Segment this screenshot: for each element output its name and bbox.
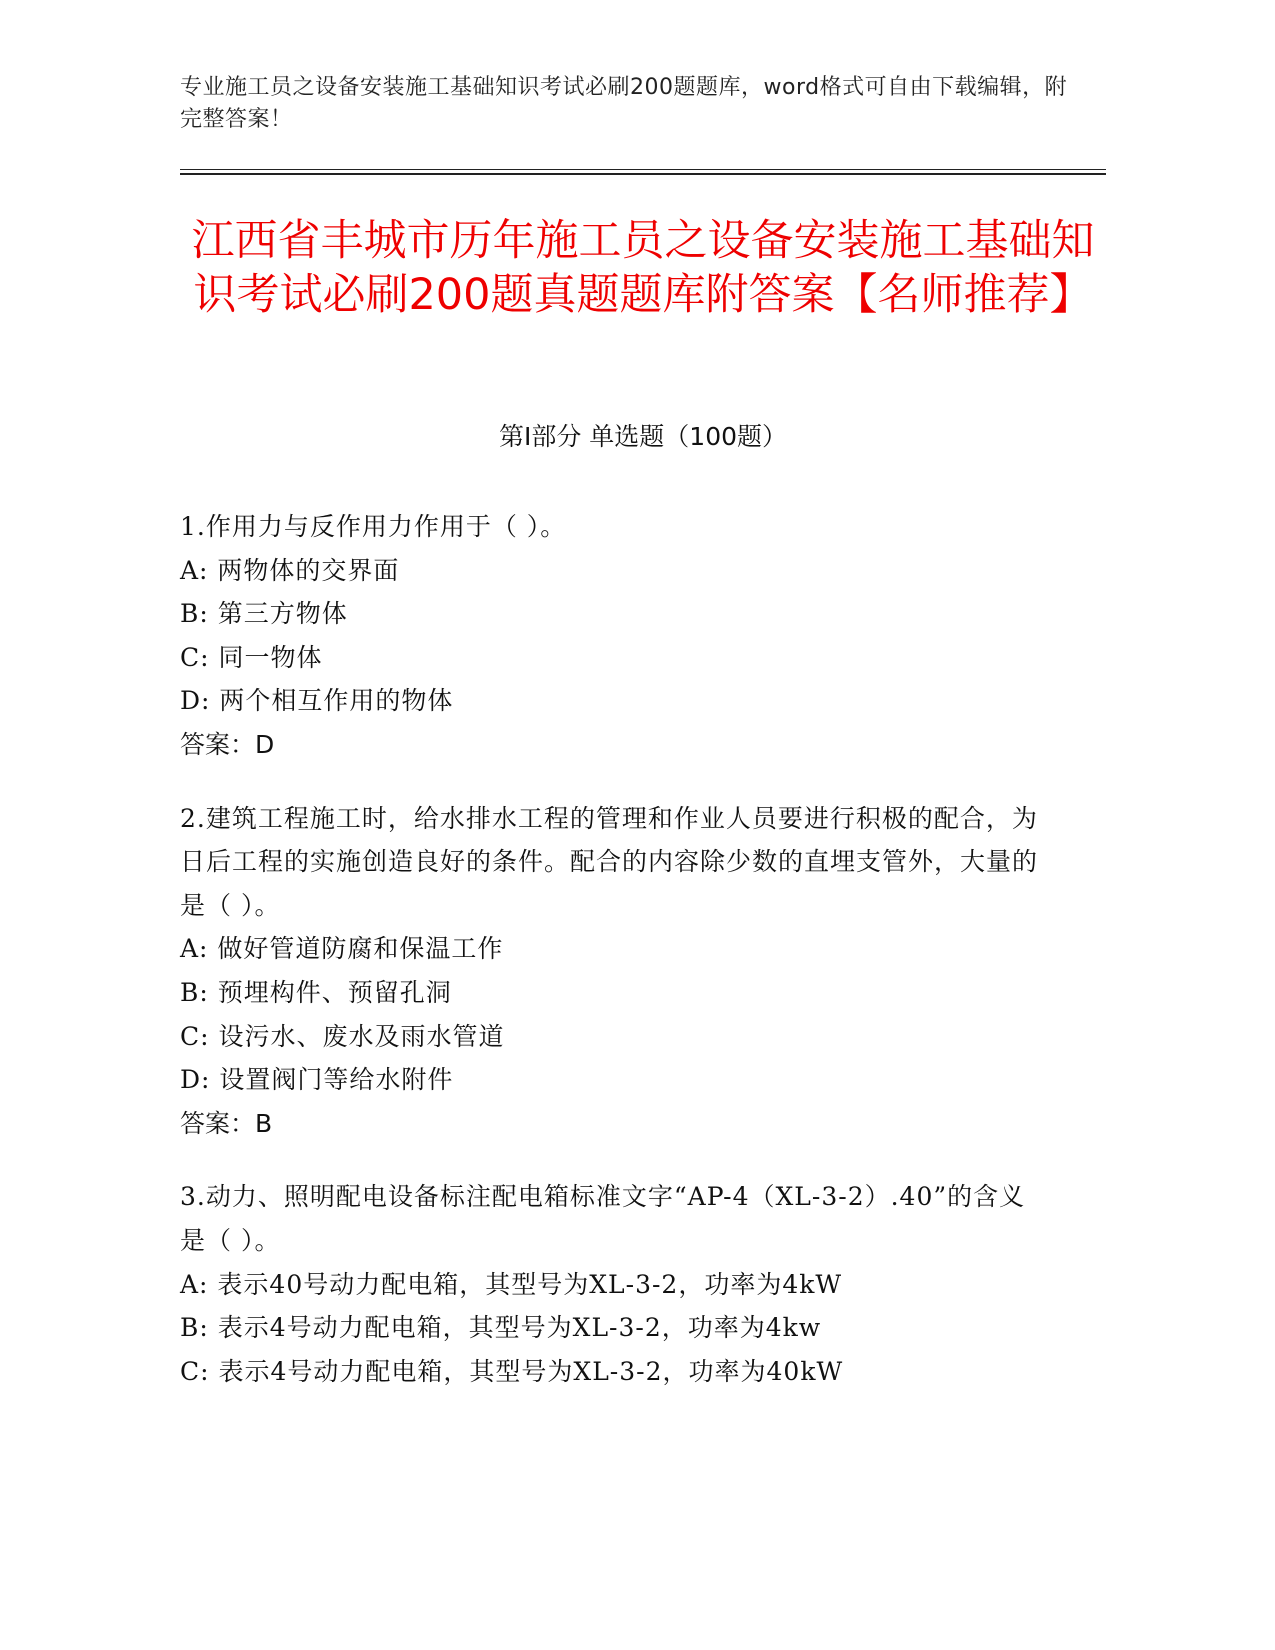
question-item bbox=[180, 1175, 1040, 1393]
question-item bbox=[180, 505, 1040, 767]
header-note: 专业施工员之设备安装施工基础知识考试必刷200题题库，word格式可自由下载编辑，附完整答案！ bbox=[180, 75, 1068, 132]
section-heading: 第I部分 单选题（100题） bbox=[498, 422, 788, 451]
option-d: D: 两个相互作用的物体 bbox=[180, 686, 454, 716]
option-d: D: 设置阀门等给水附件 bbox=[180, 1065, 454, 1095]
option-c: C: 设污水、废水及雨水管道 bbox=[180, 1021, 505, 1051]
option-a: A: 表示40号动力配电箱，其型号为XL-3-2，功率为4kW bbox=[180, 1269, 843, 1299]
option-a: A: 做好管道防腐和保温工作 bbox=[180, 934, 504, 964]
answer-line: 答案：B bbox=[180, 1108, 273, 1138]
option-c: C: 表示4号动力配电箱，其型号为XL-3-2，功率为40kW bbox=[180, 1356, 844, 1386]
answer-line: 答案：D bbox=[180, 729, 275, 759]
option-b: B: 预埋构件、预留孔洞 bbox=[180, 977, 452, 1007]
option-b: B: 第三方物体 bbox=[180, 599, 348, 629]
question-stem: 2.建筑工程施工时，给水排水工程的管理和作业人员要进行积极的配合，为日后工程的实施创造良好的条件。配合的内容除少数的直埋支管外，大量的是（ ）。 bbox=[180, 803, 1039, 920]
question-stem: 1.作用力与反作用力作用于（ ）。 bbox=[180, 512, 567, 541]
question-item bbox=[180, 797, 1040, 1146]
header-divider-thin bbox=[180, 169, 1106, 170]
page-title: 江西省丰城市历年施工员之设备安装施工基础知识考试必刷200题真题题库附答案【名师推荐】 bbox=[191, 216, 1095, 320]
option-c: C: 同一物体 bbox=[180, 642, 323, 672]
question-stem: 3.动力、照明配电设备标注配电箱标准文字“AP-4（XL-3-2）.40”的含义是（ ）。 bbox=[180, 1182, 1026, 1255]
option-b: B: 表示4号动力配电箱，其型号为XL-3-2，功率为4kw bbox=[180, 1313, 822, 1343]
header-divider-thick bbox=[180, 173, 1106, 175]
question-list bbox=[180, 505, 1040, 1423]
option-a: A: 两物体的交界面 bbox=[180, 555, 400, 585]
